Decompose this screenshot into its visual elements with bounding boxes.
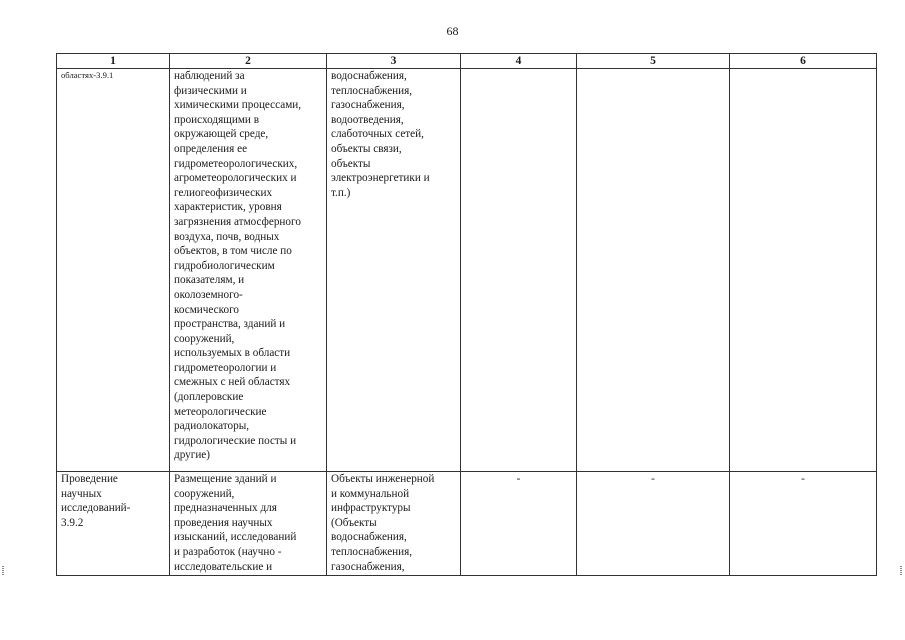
column-header-4: 4 — [461, 54, 577, 69]
table-row — [57, 69, 877, 472]
table-row — [57, 472, 877, 576]
column-header-1: 1 — [57, 54, 170, 69]
table-cell: наблюдений за физическими и химическими процессами, происходящими в окружающей среде, определения ее гидрометеорологических, агрометеорологических и гелиогеофизических характеристик, уровня загрязнения атмосферного воздуха, почв, водных объектов, в том числе по гидробиологическим показателям, и околоземного- космического пространства, зданий и сооружений, используемых в области гидрометеорологии и смежных с ней областях (доплеровские метеорологические радиолокаторы, гидрологические посты и другие) — [170, 69, 327, 472]
table-cell: областях-3.9.1 — [57, 69, 170, 472]
scan-edge-mark — [2, 566, 4, 576]
zoning-table — [56, 53, 877, 576]
table-cell: - — [577, 472, 730, 576]
table-cell — [577, 69, 730, 472]
table-cell — [461, 69, 577, 472]
table-cell: водоснабжения, теплоснабжения, газоснабжения, водоотведения, слаботочных сетей, объекты связи, объекты электроэнергетики и т.п.) — [327, 69, 461, 472]
table-cell: Размещение зданий и сооружений, предназначенных для проведения научных изысканий, исследований и разработок (научно - исследовательские и — [170, 472, 327, 576]
scan-edge-mark — [900, 566, 902, 576]
table-cell: - — [730, 472, 877, 576]
table-cell: Проведение научных исследований- 3.9.2 — [57, 472, 170, 576]
table-cell: - — [461, 472, 577, 576]
column-header-2: 2 — [170, 54, 327, 69]
page-number: 68 — [446, 24, 459, 38]
column-header-3: 3 — [327, 54, 461, 69]
column-header-6: 6 — [730, 54, 877, 69]
table-header-row — [57, 54, 877, 69]
table-cell — [730, 69, 877, 472]
table-cell: Объекты инженерной и коммунальной инфраструктуры (Объекты водоснабжения, теплоснабжения, газоснабжения, — [327, 472, 461, 576]
column-header-5: 5 — [577, 54, 730, 69]
